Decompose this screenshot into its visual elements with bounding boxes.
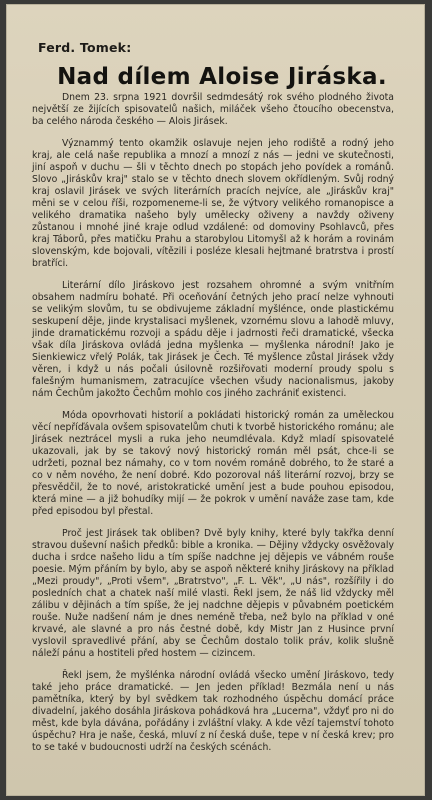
article-paragraph: Proč jest Jirásek tak obliben? Dvě byly knihy, které byly takřka denní stravou duševní našich předků: bible a kronika. — Dějiny vždycky osvěžovaly ducha i srdce našeho lidu a tím spíše nadchne jej dějepis ve vábném rouše poesie. Mým přáním by bylo, aby se aspoň některé knihy Jiráskovy na příklad „Mezi proudy", „Proti všem", „Bratrstvo", „F. L. Věk", „U nás", rozšířily i do posledních chat a chatek naší milé vlasti. Řekl jsem, že náš lid vždycky měl zálibu v dějinách a tím spíše, že jej nadchne dějepis v půvabném poetickém rouše. Nuže nadšení nám je dnes neméně třeba, než bylo na příklad v oné krvavé, ale slavné a pro nás čestné době, kdy Mistr Jan z Husince první vyslovil spravedlivé přání, aby se Čechům dostalo tolik práv, kolik slušně náleží pánu a hostiteli před hostem — cizincem. xyxy=(32,528,394,659)
article-body xyxy=(32,92,394,764)
article-paragraph: Řekl jsem, že myšlénka národní ovládá všecko umění Jiráskovo, tedy také jeho práce dramatické. — Jen jeden příklad! Bezmála není u nás pamětníka, který by byl svědkem tak rozhodného úspěchu domácí práce divadelní, jakého dosáhla Jiráskova pohádková hra „Lucerna", vždyť pro ni do měst, kde byla dávána, pořádány i zvláštní vlaky. A kde vězí tajemství tohoto úspěchu? Hra je naše, česká, mluví z ní česká duše, tepe v ní česká krev; pro to se také v budoucnosti udrží na českých scénách. xyxy=(32,670,394,753)
article-author: Ferd. Tomek: xyxy=(38,40,132,55)
article-paragraph: Dnem 23. srpna 1921 dovršil sedmdesátý rok svého plodného života největší ze žijících spisovatelů našich, miláček všeho čtoucího obecenstva, ba celého národa českého — Alois Jirásek. xyxy=(32,92,394,127)
article-paragraph: Móda opovrhovati historií a pokládati historický román za uměleckou věcí nepříďávala ovšem spisovatelům chuti k tvorbě historického románu; ale Jirásek neztrácel mysli a ruka jeho neumdlévala. Když mladí spisovatelé ukazovali, jak by se takový nový historický román měl psát, chce-li se udržeti, poznal bez námahy, co v tom novém románě dobrého, to že staré a co v něm nového, že není dobré. Kdo pozoroval náš literární rozvoj, brzy se přesvědčil, že to nové, aristokratické umění jest a bude pouhou episodou, která mine — a již bohudíky mijí — že pokrok v umění naváže zase tam, kde před episodou byl přestal. xyxy=(32,410,394,517)
article-title: Nad dílem Aloise Jiráska. xyxy=(57,64,387,90)
article-paragraph: Význammý tento okamžik oslavuje nejen jeho rodiště a rodný jeho kraj, ale celá naše republika a mnozí a mnozí z nás — jedni ve skutečnosti, jiní aspoň v duchu — šli v těchto dnech po stopách jeho povídek a románů. Slovo „Jiráskův kraj" stalo se v těchto dnech slovem okřídleným. Svůj rodný kraj oslavil Jirásek ve svých literárních pracích nejvíce, ale „Jiráskův kraj" měni se v celou říši, rozpomeneme-li se, že výtvory velikého romanopisce a velikého dramatika našeho byly umělecky oživeny a navždy oživeny zůstanou i mnohé jiné kraje odlud vzdálené: od domoviny Psohlavců, přes kraj Táborů, přes matičku Prahu a starobylou Litomyšl až k horám a rovinám slovenským, kde bojovali, vítězili i posléze klesali hejtmané bratrstva i prostí bratříci. xyxy=(32,138,394,269)
article-paragraph: Literární dílo Jiráskovo jest rozsahem ohromné a svým vnitřním obsahem nadmíru bohaté. Při oceňování četných jeho prací nelze vyhnouti se velikým slovům, tu se obdivujeme základní myšlénce, onde plastickému seskupení děje, jinde krystalisaci myšlenek, vzornému slovu a lahodě mluvy, jinde dramatickému rozvoji a spádu děje i jadrnosti řeči dramatické, všecka však díla Jiráskova ovládá jedna myšlenka — myšlenka národní! Jako je Sienkiewicz vřelý Polák, tak Jirásek je Čech. Té myšlence zůstal Jirásek vždy věren, i když u nás počali úsilovně rozšiřovati moderní proudy spolu s falešným humanismem, zatracujíce všechen všudy nacionalismus, jakoby nám Čechům jakožto Čechům mohlo cos jiného zachrániť existenci. xyxy=(32,280,394,399)
